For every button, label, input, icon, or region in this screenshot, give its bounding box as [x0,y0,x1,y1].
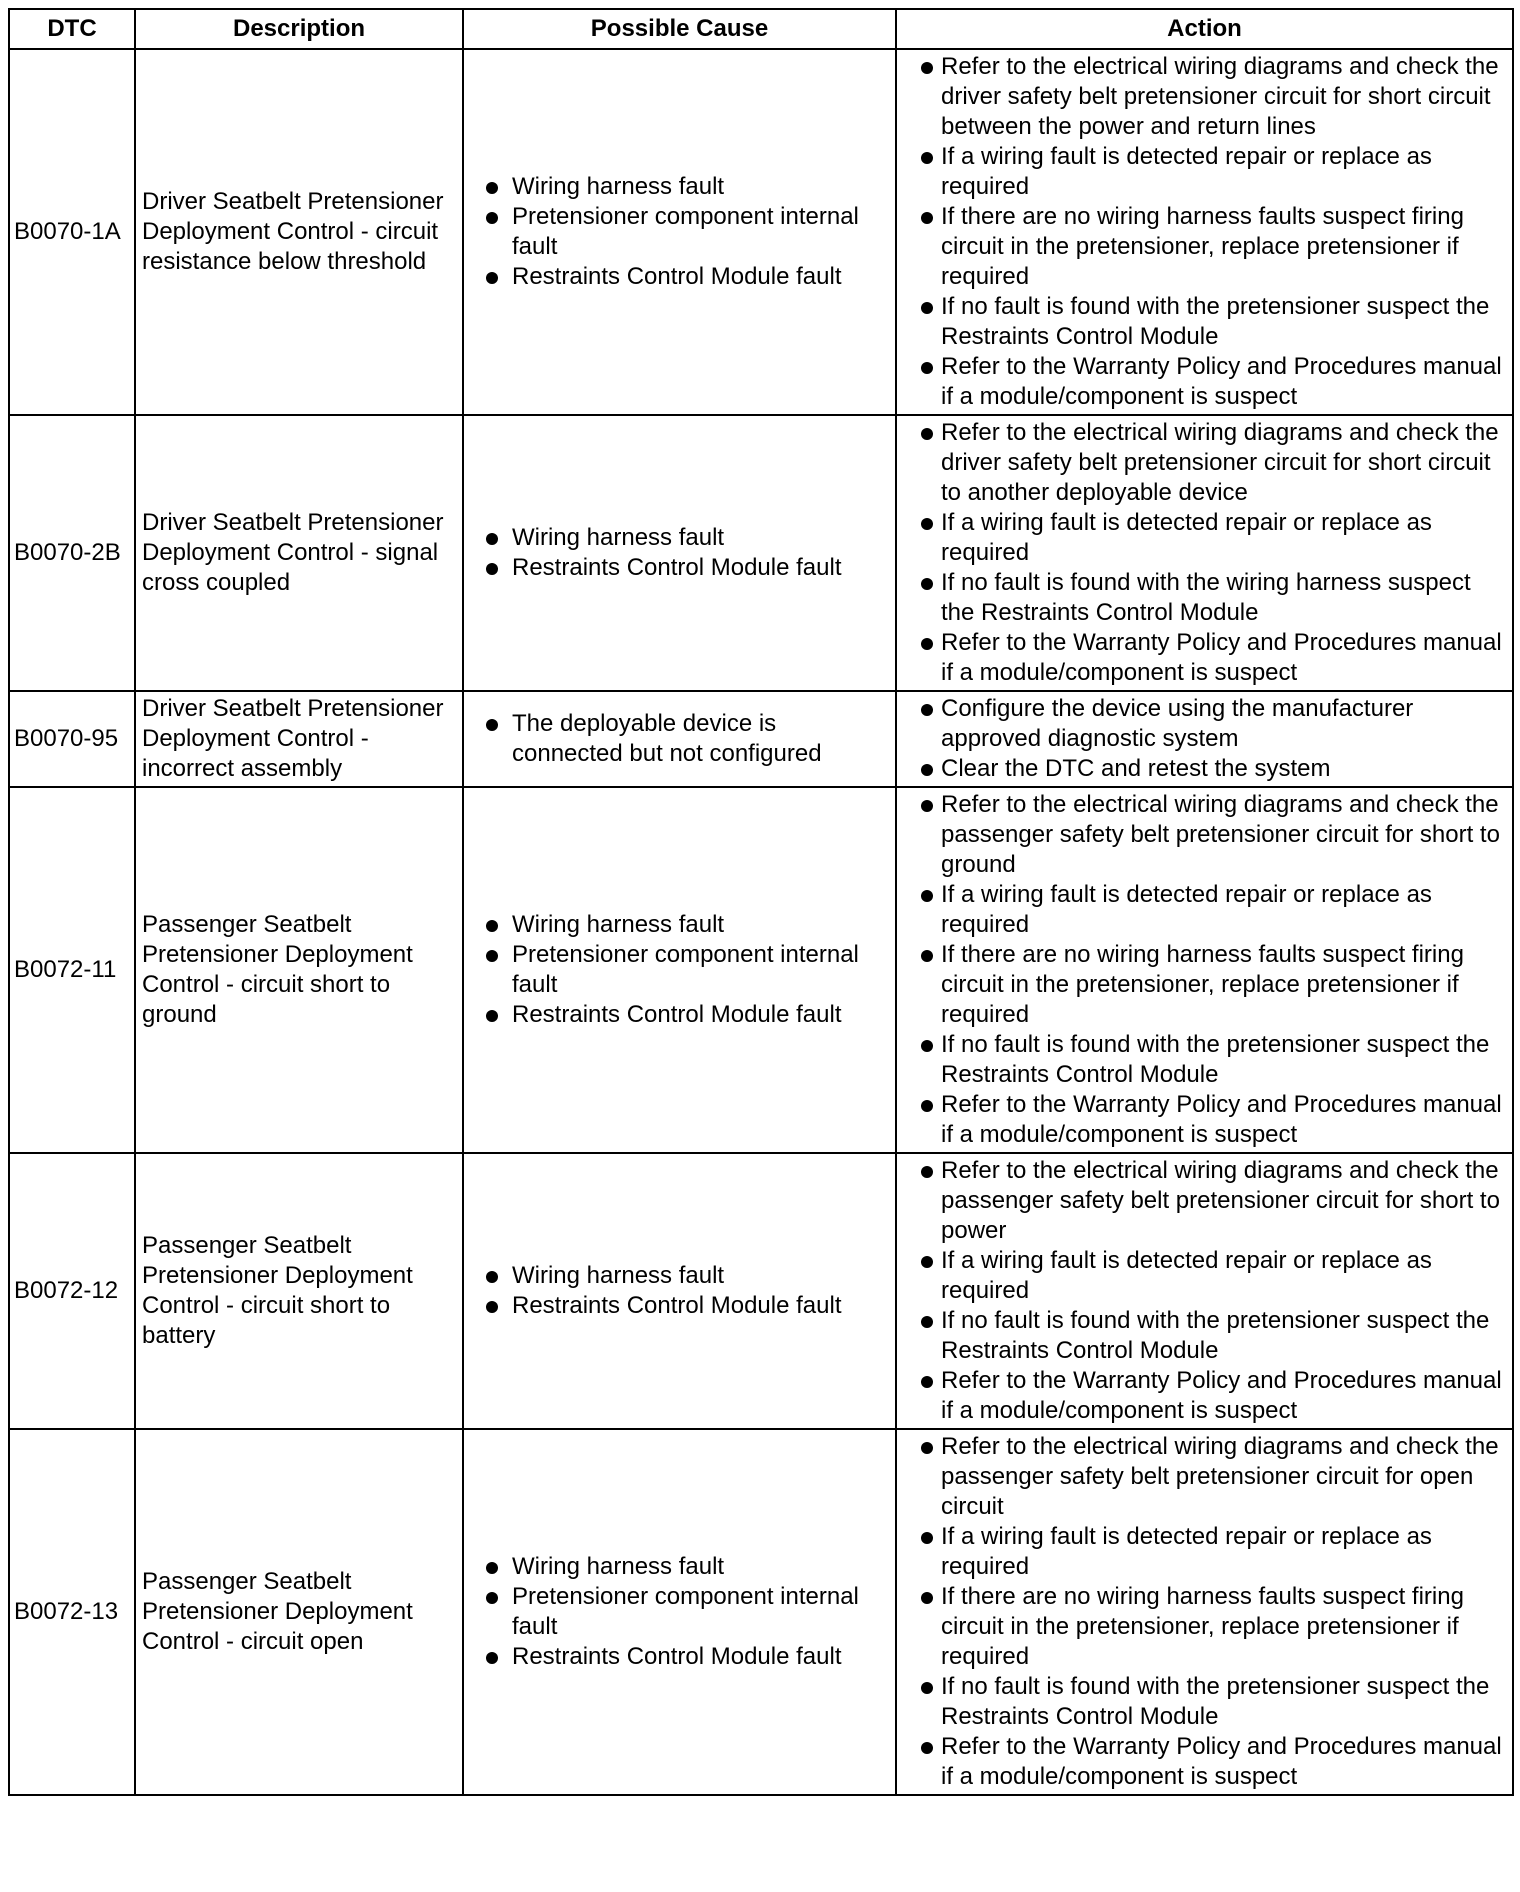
dtc-code: B0072-13 [9,1429,135,1795]
possible-cause-item: Wiring harness fault [472,172,891,202]
possible-cause-cell [463,787,896,1153]
dtc-code: B0072-11 [9,787,135,1153]
dtc-code: B0072-12 [9,1153,135,1429]
action-item: Refer to the Warranty Policy and Procedures manual if a module/component is suspect [911,1732,1508,1792]
action-item: Refer to the electrical wiring diagrams and check the driver safety belt pretensioner circuit for short circuit between the power and return lines [911,52,1508,142]
action-item: If no fault is found with the wiring harness suspect the Restraints Control Module [911,568,1508,628]
possible-cause-cell [463,415,896,691]
dtc-description: Passenger Seatbelt Pretensioner Deployment Control - circuit open [135,1429,463,1795]
dtc-description: Passenger Seatbelt Pretensioner Deployment Control - circuit short to ground [135,787,463,1153]
table-row [9,415,1513,691]
possible-cause-item: Pretensioner component internal fault [472,202,891,262]
possible-cause-item: Wiring harness fault [472,1552,891,1582]
possible-cause-item: Restraints Control Module fault [472,262,891,292]
action-cell [896,787,1513,1153]
possible-cause-cell [463,1153,896,1429]
action-item: Refer to the electrical wiring diagrams and check the passenger safety belt pretensioner circuit for short to ground [911,790,1508,880]
action-list [911,790,1508,1150]
possible-cause-item: Wiring harness fault [472,910,891,940]
table-row [9,787,1513,1153]
action-list [911,52,1508,412]
action-item: Refer to the electrical wiring diagrams and check the passenger safety belt pretensioner circuit for short to power [911,1156,1508,1246]
header-row [9,9,1513,49]
action-item: Clear the DTC and retest the system [911,754,1508,784]
action-item: If a wiring fault is detected repair or replace as required [911,1522,1508,1582]
action-item: If a wiring fault is detected repair or replace as required [911,880,1508,940]
possible-cause-item: Restraints Control Module fault [472,1000,891,1030]
table-body [9,49,1513,1795]
dtc-description: Driver Seatbelt Pretensioner Deployment Control - incorrect assembly [135,691,463,787]
possible-cause-list [472,1552,891,1672]
header-action: Action [896,9,1513,49]
action-cell [896,1429,1513,1795]
possible-cause-list [472,523,891,583]
possible-cause-item: The deployable device is connected but not configured [472,709,891,769]
possible-cause-item: Wiring harness fault [472,523,891,553]
possible-cause-item: Pretensioner component internal fault [472,940,891,1000]
possible-cause-item: Restraints Control Module fault [472,1291,891,1321]
action-list [911,694,1508,784]
action-item: Refer to the electrical wiring diagrams and check the driver safety belt pretensioner circuit for short circuit to another deployable device [911,418,1508,508]
action-item: If no fault is found with the pretensioner suspect the Restraints Control Module [911,292,1508,352]
possible-cause-cell [463,49,896,415]
possible-cause-item: Pretensioner component internal fault [472,1582,891,1642]
action-item: If no fault is found with the pretensioner suspect the Restraints Control Module [911,1672,1508,1732]
possible-cause-item: Restraints Control Module fault [472,553,891,583]
action-list [911,1156,1508,1426]
table-row [9,691,1513,787]
possible-cause-list [472,172,891,292]
possible-cause-item: Restraints Control Module fault [472,1642,891,1672]
dtc-code: B0070-95 [9,691,135,787]
action-list [911,1432,1508,1792]
action-item: If no fault is found with the pretensioner suspect the Restraints Control Module [911,1306,1508,1366]
action-item: If there are no wiring harness faults suspect firing circuit in the pretensioner, replace pretensioner if required [911,940,1508,1030]
dtc-description: Driver Seatbelt Pretensioner Deployment Control - signal cross coupled [135,415,463,691]
action-item: Refer to the Warranty Policy and Procedures manual if a module/component is suspect [911,352,1508,412]
possible-cause-cell [463,691,896,787]
dtc-description: Driver Seatbelt Pretensioner Deployment Control - circuit resistance below threshold [135,49,463,415]
action-item: Refer to the electrical wiring diagrams and check the passenger safety belt pretensioner circuit for open circuit [911,1432,1508,1522]
action-item: If a wiring fault is detected repair or replace as required [911,1246,1508,1306]
action-item: If a wiring fault is detected repair or replace as required [911,142,1508,202]
action-cell [896,1153,1513,1429]
action-item: If there are no wiring harness faults suspect firing circuit in the pretensioner, replace pretensioner if required [911,202,1508,292]
action-cell [896,49,1513,415]
action-list [911,418,1508,688]
possible-cause-cell [463,1429,896,1795]
dtc-table-wrapper [8,8,1512,1796]
action-item: If a wiring fault is detected repair or replace as required [911,508,1508,568]
header-description: Description [135,9,463,49]
action-cell [896,415,1513,691]
action-item: Refer to the Warranty Policy and Procedures manual if a module/component is suspect [911,1090,1508,1150]
possible-cause-list [472,1261,891,1321]
table-row [9,1153,1513,1429]
table-row [9,1429,1513,1795]
header-dtc: DTC [9,9,135,49]
action-item: Configure the device using the manufacturer approved diagnostic system [911,694,1508,754]
dtc-code: B0070-2B [9,415,135,691]
header-possible-cause: Possible Cause [463,9,896,49]
dtc-table [8,8,1514,1796]
possible-cause-item: Wiring harness fault [472,1261,891,1291]
table-row [9,49,1513,415]
action-cell [896,691,1513,787]
dtc-description: Passenger Seatbelt Pretensioner Deployment Control - circuit short to battery [135,1153,463,1429]
action-item: Refer to the Warranty Policy and Procedures manual if a module/component is suspect [911,1366,1508,1426]
possible-cause-list [472,910,891,1030]
dtc-code: B0070-1A [9,49,135,415]
possible-cause-list [472,709,891,769]
action-item: If no fault is found with the pretensioner suspect the Restraints Control Module [911,1030,1508,1090]
action-item: If there are no wiring harness faults suspect firing circuit in the pretensioner, replace pretensioner if required [911,1582,1508,1672]
action-item: Refer to the Warranty Policy and Procedures manual if a module/component is suspect [911,628,1508,688]
